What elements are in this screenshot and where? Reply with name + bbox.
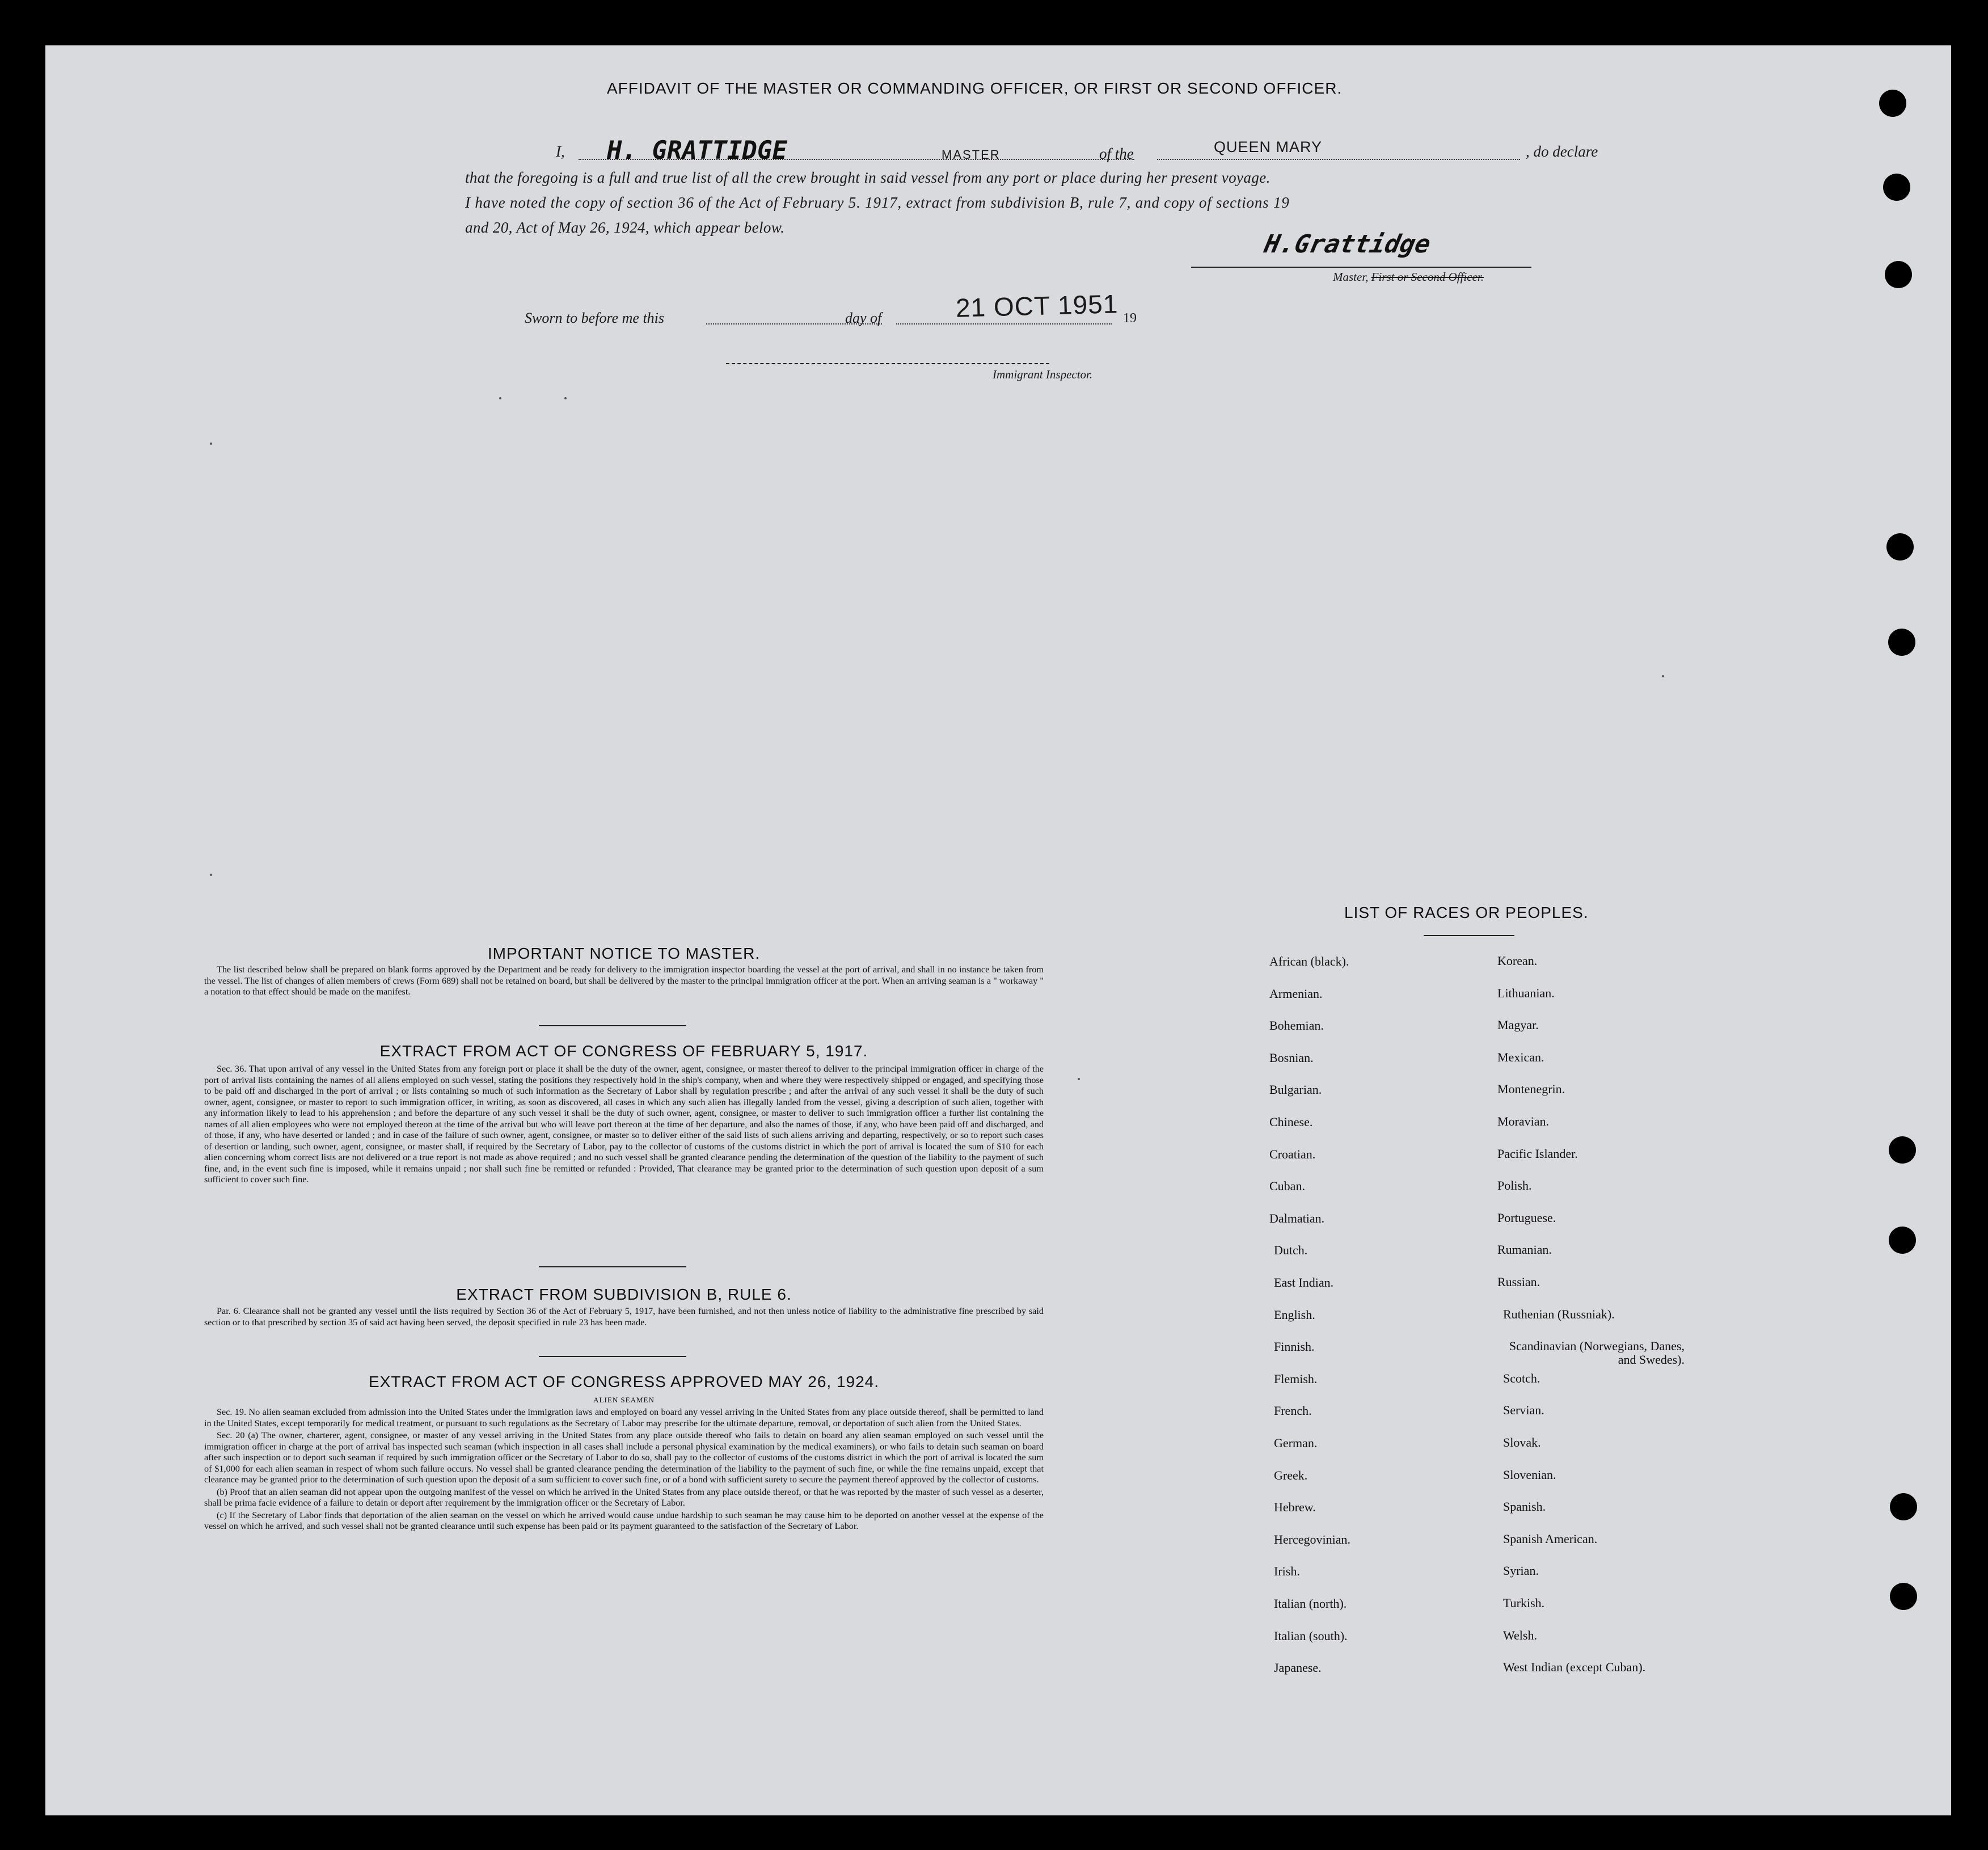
race-item: Bulgarian.	[1269, 1082, 1322, 1097]
race-item: East Indian.	[1274, 1275, 1334, 1289]
race-item: Portuguese.	[1497, 1210, 1556, 1225]
subdivision-b-title: EXTRACT FROM SUBDIVISION B, RULE 6.	[456, 1286, 792, 1303]
notice-paragraph: The list described below shall be prepared on blank forms approved by the Department and be ready for delivery to the immigration inspector boarding the vessel at the port of arrival, and shall in no instance be taken from the vessel. The list of changes of alien members of crews (Form 689) shall not be retained on board, but shall be delivered by the master to the principal immigration officer at the port. When an arriving seaman is a " workaway " a notation to that effect should be made on the manifest.	[204, 964, 1044, 997]
vessel-name: QUEEN MARY	[1214, 138, 1323, 155]
race-item: Spanish.	[1503, 1499, 1546, 1514]
do-declare: , do declare	[1526, 143, 1598, 160]
race-item: Korean.	[1497, 954, 1538, 968]
alien-seamen-subtitle: ALIEN SEAMEN	[593, 1396, 655, 1404]
affidavit-line-3: and 20, Act of May 26, 1924, which appear below.	[465, 219, 785, 236]
race-item: German.	[1274, 1436, 1318, 1450]
master-name: H. GRATTIDGE	[607, 136, 787, 165]
punch-hole	[1886, 533, 1914, 561]
speck	[1078, 1078, 1080, 1080]
sec-20c-paragraph: (c) If the Secretary of Labor finds that deportation of the alien seaman on the vessel on which he arrived would cause undue hardship to such seaman he may cause him to be deported on another vessel at the expense of the vessel on which he arrived, and such vessel shall not be granted clearance until such expense has been paid or its payment guaranteed to the satisfaction of the Secretary of Labor.	[204, 1510, 1044, 1531]
race-item: Finnish.	[1274, 1339, 1315, 1354]
extract-1924-text	[204, 1407, 1044, 1533]
subdivision-b-text	[204, 1306, 1044, 1329]
race-item: Magyar.	[1497, 1018, 1539, 1033]
affidavit-line-2: I have noted the copy of section 36 of the Act of February 5. 1917, extract from subdivision B, rule 7, and copy of sections 19	[465, 194, 1290, 211]
race-item: French.	[1274, 1404, 1312, 1418]
race-item: Ruthenian (Russniak).	[1503, 1307, 1615, 1321]
race-item: Bosnian.	[1269, 1050, 1314, 1065]
sec-20a-paragraph: Sec. 20 (a) The owner, charterer, agent, consignee, or master of any vessel arriving in the United States from any place outside thereof who fails to detain on board any alien seaman employed on such vessel until the immigration officer in charge at the port of arrival has inspected such seaman (which inspection in all cases shall include a personal physical examination by the medical examiners), or who fails to detain such seaman on board after such inspection or to deport such seaman if required by such immigration officer or the Secretary of Labor to do so, shall pay to the collector of customs of the customs district in which the port of arrival is located the sum of $1,000 for each alien seaman in respect of whom such failure occurs. No vessel shall be granted clearance pending the determination of the liability to the payment of such fine, or while the fine remains unpaid, except that clearance may be granted prior to the determination of such question upon the deposit of a sum sufficient to cover such fine, or of a bond with sufficient surety to secure the payment thereof approved by the collector of customs.	[204, 1430, 1044, 1485]
sec-36-paragraph: Sec. 36. That upon arrival of any vessel in the United States from any foreign port or place it shall be the duty of the owner, agent, consignee, or master thereof to deliver to the principal immigration officer in charge of the port of arrival lists containing the names of all aliens employed on such vessel, stating the positions they respectively hold in the ship's company, when and where they were respectively shipped or engaged, and specifying those to be paid off and discharged in the port of arrival ; or lists containing so much of such information as the Secretary of Labor shall by regulation prescribe ; and after the arrival of any such vessel it shall be the duty of such owner, agent, consignee, or master to report to such immigration officer, in writing, as soon as discovered, all cases in which any such alien has illegally landed from the vessel, giving a description of such alien, together with any information likely to lead to his apprehension ; and before the departure of any such vessel it shall be the duty of such owner, agent, consignee, or master to deliver to such immigration officer a further list containing the names of all alien employees who were not employed thereon at the time of the arrival but who will leave port thereon at the time of her departure, and also the names of those, if any, who have been paid off and discharged, and of those, if any, who have deserted or landed ; and in case of the failure of such owner, agent, consignee, or master so to deliver either of the said lists of such aliens arriving and departing, respectively, or so to report such cases of desertion or landing, such owner, agent, consignee, or master shall, if required by the Secretary of Labor, pay to the collector of customs of the customs district in which the port of arrival is located the sum of $10 for each alien concerning whom correct lists are not delivered or a true report is not made as above required ; and no such vessel shall be granted clearance pending the determination of the question of the liability to the payment of such fine, and, in the event such fine is imposed, while it remains unpaid ; nor shall such fine be remitted or refunded : Provided, That clearance may be granted prior to the determination of such question upon deposit of a sum sufficient to cover such fine.	[204, 1064, 1044, 1185]
punch-hole	[1889, 1136, 1916, 1164]
sworn-label: Sworn to before me this	[525, 310, 665, 326]
race-item: African (black).	[1269, 954, 1349, 968]
race-item: Moravian.	[1497, 1114, 1550, 1128]
signature-line	[1191, 267, 1531, 268]
race-item: Rumanian.	[1497, 1242, 1552, 1257]
year-prefix: 19	[1123, 311, 1137, 326]
punch-hole	[1888, 629, 1915, 656]
extract-1917-title: EXTRACT FROM ACT OF CONGRESS OF FEBRUARY 5, 1917.	[379, 1042, 868, 1060]
caption-struck: First or Second Officer.	[1371, 270, 1484, 284]
race-item: Irish.	[1274, 1564, 1300, 1579]
race-item: Lithuanian.	[1497, 985, 1555, 1000]
race-item: English.	[1274, 1307, 1315, 1322]
inspector-line	[726, 363, 1049, 364]
vessel-name-line	[1157, 159, 1520, 160]
document-page	[45, 45, 1951, 1815]
extract-1917-text	[204, 1064, 1044, 1187]
race-item: Welsh.	[1503, 1628, 1537, 1642]
race-item: Slovak.	[1503, 1435, 1541, 1449]
sec-19-paragraph: Sec. 19. No alien seaman excluded from admission into the United States under the immigration laws and employed on board any vessel arriving in the United States from any place outside thereof, shall be permitted to land in the United States, except temporarily for medical treatment, or pursuant to such regulations as the Secretary of Labor may prescribe for the ultimate departure, removal, or deportation of such alien from the United States.	[204, 1407, 1044, 1428]
date-stamp: 21 OCT 1951	[955, 289, 1118, 323]
race-item: Dalmatian.	[1269, 1211, 1325, 1225]
speck	[210, 443, 212, 445]
inspector-caption: Immigrant Inspector.	[993, 368, 1093, 381]
notice-text	[204, 964, 1044, 999]
race-item: Bohemian.	[1269, 1018, 1324, 1033]
rule-3	[539, 1356, 686, 1357]
extract-1924-title: EXTRACT FROM ACT OF CONGRESS APPROVED MAY 26, 1924.	[368, 1373, 880, 1390]
race-item: Mexican.	[1497, 1050, 1544, 1064]
speck	[499, 397, 501, 399]
race-item: Italian (south).	[1274, 1628, 1348, 1643]
race-item: Chinese.	[1269, 1115, 1313, 1129]
notice-title: IMPORTANT NOTICE TO MASTER.	[487, 945, 761, 962]
race-item: Russian.	[1497, 1275, 1540, 1289]
punch-hole	[1890, 1493, 1917, 1520]
race-item: Polish.	[1497, 1178, 1532, 1193]
speck	[564, 397, 567, 399]
speck	[1662, 675, 1664, 677]
race-item: Cuban.	[1269, 1179, 1305, 1194]
race-item: Flemish.	[1274, 1371, 1318, 1386]
race-item: Greek.	[1274, 1468, 1308, 1482]
punch-hole	[1885, 261, 1912, 288]
race-item: Croatian.	[1269, 1147, 1316, 1161]
rule-2	[539, 1266, 686, 1267]
race-item: Scotch.	[1503, 1371, 1540, 1385]
sec-20b-paragraph: (b) Proof that an alien seaman did not appear upon the outgoing manifest of the vessel on which he arrived in the United States from any place outside thereof, or that he was reported by the master of such vessel as a deserter, shall be prima facie evidence of a failure to detain or deport after requirement by the immigration officer or the Secretary of Labor.	[204, 1486, 1044, 1508]
race-item: Italian (north).	[1274, 1596, 1347, 1611]
race-item: Armenian.	[1269, 986, 1323, 1001]
speck	[210, 874, 212, 876]
race-item: Scandinavian (Norwegians, Danes, and Swedes).	[1509, 1339, 1685, 1367]
day-of-label: day of	[845, 310, 882, 326]
par-6-paragraph: Par. 6. Clearance shall not be granted any vessel until the lists required by Section 36 of the Act of February 5, 1917, have been furnished, and not then unless notice of liability to the administrative fine prescribed by said section or to that prescribed by section 35 of said act having been served, the deposit specified in rule 23 has been made.	[204, 1306, 1044, 1328]
race-item: Japanese.	[1274, 1661, 1322, 1675]
race-item: Montenegrin.	[1497, 1082, 1565, 1097]
race-item: Pacific Islander.	[1497, 1146, 1578, 1161]
races-title: LIST OF RACES OR PEOPLES.	[1344, 904, 1589, 921]
race-item: West Indian (except Cuban).	[1503, 1660, 1646, 1675]
sworn-month-line	[896, 323, 1112, 325]
of-the-label: of the	[1099, 145, 1134, 162]
signature-caption	[1333, 270, 1484, 284]
rank: MASTER	[942, 148, 1001, 162]
race-item: Servian.	[1503, 1403, 1544, 1418]
rule-1	[539, 1025, 686, 1026]
i-label: I,	[556, 143, 565, 160]
punch-hole	[1879, 90, 1906, 117]
race-item: Spanish American.	[1503, 1531, 1598, 1546]
race-item: Hercegovinian.	[1274, 1532, 1350, 1546]
punch-hole	[1889, 1227, 1916, 1254]
races-rule	[1424, 935, 1514, 936]
punch-hole	[1890, 1583, 1917, 1610]
race-item: Dutch.	[1274, 1243, 1308, 1258]
race-item: Turkish.	[1503, 1596, 1545, 1610]
master-signature: H.Grattidge	[1261, 230, 1433, 259]
race-item: Slovenian.	[1503, 1467, 1556, 1482]
caption-master: Master,	[1333, 270, 1369, 284]
race-item: Syrian.	[1503, 1564, 1539, 1578]
affidavit-line-1: that the foregoing is a full and true list of all the crew brought in said vessel from any port or place during her present voyage.	[465, 169, 1271, 186]
punch-hole	[1883, 174, 1910, 201]
race-item: Hebrew.	[1274, 1500, 1316, 1515]
affidavit-title: AFFIDAVIT OF THE MASTER OR COMMANDING OFFICER, OR FIRST OR SECOND OFFICER.	[607, 79, 1343, 97]
